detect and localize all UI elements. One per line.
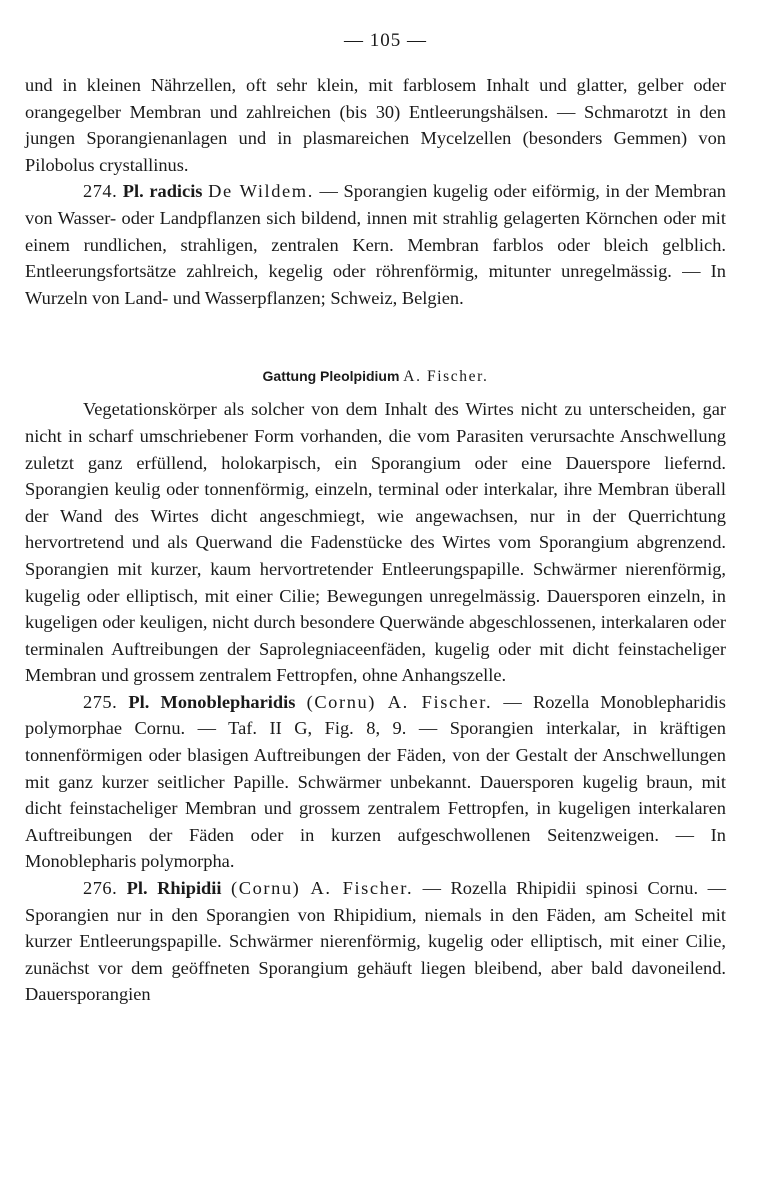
page-number: — 105 —	[344, 30, 427, 51]
species-276-paragraph	[25, 875, 726, 1008]
species-number: 276.	[83, 878, 118, 899]
species-description: — Rozella Monoblepharidis polymorphae Cornu. — Taf. II G, Fig. 8, 9. — Sporangien interkalar, in kräftigen tonnenförmigen oder blasigen Auftreibungen der Fäden, von der Gestalt der Anschwellungen mit ganz kurzer seitlicher Papille. Schwärmer unbekannt. Dauersporen kugelig braun, mit dicht feinstacheliger Membran und grossem zentralem Fettropfen, in kugeligen interkalaren Auftreibungen der Fäden oder in kurzen aufgeschwollenen Seitenzweigen. — In Monoblepharis polymorpha.	[25, 691, 726, 872]
genus-heading	[25, 363, 726, 390]
page-text	[25, 72, 726, 1008]
species-number: 275.	[83, 691, 118, 712]
genus-description: Vegetationskörper als solcher von dem Inhalt des Wirtes nicht zu unterscheiden, gar nicht in scharf umschriebener Form vorhanden, die vom Parasiten verursachte Anschwellung zuletzt ganz erfüllend, holokarpisch, ein Sporangium oder eine Dauerspore liefernd. Sporangien keulig oder tonnenförmig, einzeln, terminal oder interkalar, ihre Membran überall der Wand des Wirtes dicht angeschmiegt, wie angewachsen, nur in der Querrichtung hervortretend und als Querwand die Fadenstücke des Wirtes vom Sporangium abgrenzend. Sporangien mit kurzer, kaum hervortretender Entleerungspapille. Schwärmer nierenförmig, kugelig oder elliptisch, mit einer Cilie; Bewegungen unregelmässig. Dauersporen einzeln, in kugeligen oder keuligen, nicht durch besondere Querwände abgeschlossenen, interkalaren oder terminalen Auftreibungen der Saprolegniaceenfäden, kugelig oder mit dicht feinstacheliger Membran und grossem zentralem Fettropfen, ohne Anhangszelle.	[25, 399, 726, 686]
species-274-paragraph	[25, 178, 726, 311]
species-description: — Sporangien kugelig oder eiförmig, in der Membran von Wasser- oder Landpflanzen sich bildend, innen mit strahlig gelagerten Körnchen oder mit einem rundlichen, strahligen, zentralen Kern. Membran farblos oder bleich gelblich. Entleerungsfortsätze zahlreich, kegelig oder röhrenförmig, mitunter unregelmässig. — In Wurzeln von Land- und Wasserpflanzen; Schweiz, Belgien.	[25, 181, 726, 308]
species-number: 274.	[83, 181, 118, 202]
genus-author: A. Fischer.	[403, 368, 489, 386]
intro-paragraph: und in kleinen Nährzellen, oft sehr klein, mit farblosem Inhalt und glatter, gelber oder orangegelber Membran und zahlreichen (bis 30) Entleerungshälsen. — Schmarotzt in den jungen Sporangienanlagen und in plasmareichen Mycelzellen (besonders Gemmen) von Pilobolus crystallinus.	[25, 75, 726, 175]
species-name: Pl. Rhipidii	[126, 878, 222, 899]
species-author: (Cornu) A. Fischer.	[306, 691, 493, 712]
species-name: Pl. Monoblepharidis	[128, 691, 296, 712]
species-author: (Cornu) A. Fischer.	[230, 878, 414, 899]
species-name: Pl. radicis	[122, 181, 203, 202]
species-description: — Rozella Rhipidii spinosi Cornu. — Sporangien nur in den Sporangien von Rhipidium, niemals in den Fäden, am Scheitel mit kurzer Entleerungspapille. Schwärmer nierenförmig, kugelig oder elliptisch, mit einer Cilie, zunächst vor dem geöffneten Sporangium gehäuft liegen bleibend, aber bald davoneilend. Dauersporangien	[25, 878, 726, 1005]
genus-label: Gattung Pleolpidium	[262, 368, 400, 385]
species-275-paragraph	[25, 689, 726, 875]
species-author: De Wildem.	[208, 181, 314, 202]
